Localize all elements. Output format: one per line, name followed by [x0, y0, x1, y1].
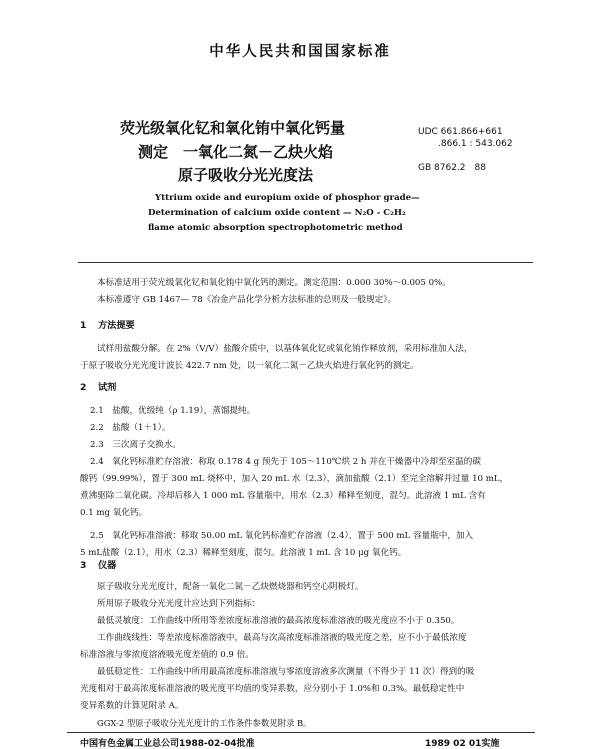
section-3-heading: [80, 557, 116, 571]
item-2-1: 2.1 盐酸，优级纯（ρ 1.19），蒸馏提纯。: [90, 406, 256, 416]
intro-paragraph-1: 本标准适用于荧光级氧化钇和氧化铕中氧化钙的测定。测定范围：0.000 30%～0.005 0%。: [97, 278, 451, 288]
document-title-line-3: 原子吸收分光光度法: [178, 166, 314, 184]
standard-header: 中华人民共和国国家标准: [209, 44, 391, 60]
section-1-line-2: 于原子吸收分光光度计波长 422.7 nm 处，以一氧化二氮－乙炔火焰进行氧化钙的测定。: [80, 361, 419, 371]
section-3-line-3: 最低灵敏度：工作曲线中所用等差浓度标准溶液的最高浓度标准溶液的吸光度应不小于 0.350。: [97, 616, 460, 626]
header-divider: [78, 262, 533, 263]
footer-divider: [67, 732, 535, 733]
section-1-heading: [80, 317, 135, 331]
section-3-line-1: 原子吸收分光光度计，配备一氧化二氮－乙炔燃烧器和钙空心阴极灯。: [97, 582, 364, 592]
item-2-3: 2.3 三次离子交换水。: [90, 440, 182, 450]
approval-info: 中国有色金属工业总公司1988-02-04批准: [80, 739, 255, 749]
document-title-line-2: 测定 一氧化二氮－乙炔火焰: [138, 143, 334, 161]
item-2-5-line-2: 5 mL盐酸（2.1），用水（2.3）稀释至刻度，混匀。此溶液 1 mL 含 10 μg 氧化钙。: [80, 548, 407, 558]
section-3-line-6: 最低稳定性：工作曲线中所用最高浓度标准溶液与零浓度溶液多次测量（不得少于 11 次）得到的吸: [97, 667, 475, 677]
implementation-date: 1989 02 01实施: [425, 739, 500, 749]
item-2-4-line-2: 酸钙（99.99%），置于 300 mL 烧杯中，加入 20 mL 水（2.3），滴加盐酸（2.1）至完全溶解并过量 10 mL，: [80, 474, 509, 484]
udc-code-line-2: .866.1 : 543.062: [438, 139, 513, 149]
item-2-4-line-1: 2.4 氧化钙标准贮存溶液：称取 0.178 4 g 预先于 105～110℃烘 2 h 并在干燥器中冷却至室温的碳: [90, 457, 481, 467]
section-title: 试剂: [98, 382, 117, 393]
section-number: 1: [80, 320, 87, 331]
section-3-line-8: 变异系数的计算见附录 A。: [80, 701, 184, 711]
gb-standard-number: GB 8762.2 88: [418, 163, 486, 173]
item-2-2: 2.2 盐酸（1＋1）。: [90, 423, 171, 433]
item-2-4-line-3: 煮沸驱除二氧化碳。冷却后移入 1 000 mL 容量瓶中，用水（2.3）稀释至刻度，混匀。此溶液 1 mL 含有: [80, 491, 486, 501]
section-title: 方法提要: [98, 320, 135, 331]
section-title: 仪器: [98, 560, 117, 571]
item-2-4-line-4: 0.1 mg 氧化钙。: [80, 508, 148, 518]
section-3-line-2: 所用原子吸收分光光度计应达到下列指标：: [97, 599, 261, 609]
document-title-line-1: 荧光级氧化钇和氧化铕中氧化钙量: [120, 119, 346, 137]
english-title-line-1: Yttrium oxide and europium oxide of phosphor grade—: [155, 193, 420, 203]
section-number: 2: [80, 382, 87, 393]
udc-code-line-1: UDC 661.866+661: [418, 127, 503, 137]
intro-paragraph-2: 本标准遵守 GB 1467— 78《冶金产品化学分析方法标准的总则及一般规定》。: [97, 295, 397, 305]
section-3-line-5: 标准溶液与零浓度溶液吸光度差值的 0.9 倍。: [80, 650, 254, 660]
section-3-line-4: 工作曲线线性：等差浓度标准溶液中，最高与次高浓度标准溶液的吸光度之差，应不小于最低浓度: [97, 633, 467, 643]
section-2-heading: [80, 379, 116, 393]
section-1-line-1: 试样用盐酸分解。在 2%（V/V）盐酸介质中，以基体氧化钇或氧化铕作释放剂，采用标准加入法，: [97, 344, 473, 354]
english-title-line-3: flame atomic absorption spectrophotometric method: [148, 223, 403, 233]
section-3-line-7: 光度相对于最高浓度标准溶液的吸光度平均值的变异系数，应分别小于 1.0%和 0.3%。最低稳定性中: [80, 684, 465, 694]
section-number: 3: [80, 560, 87, 571]
english-title-line-2: Determination of calcium oxide content — N₂O - C₂H₂: [148, 208, 406, 218]
section-3-line-9: GGX-2 型原子吸收分光光度计的工作条件参数见附录 B。: [97, 718, 312, 728]
item-2-5-line-1: 2.5 氧化钙标准溶液：移取 50.00 mL 氧化钙标准贮存溶液（2.4），置于 500 mL 容量瓶中，加入: [90, 531, 474, 541]
